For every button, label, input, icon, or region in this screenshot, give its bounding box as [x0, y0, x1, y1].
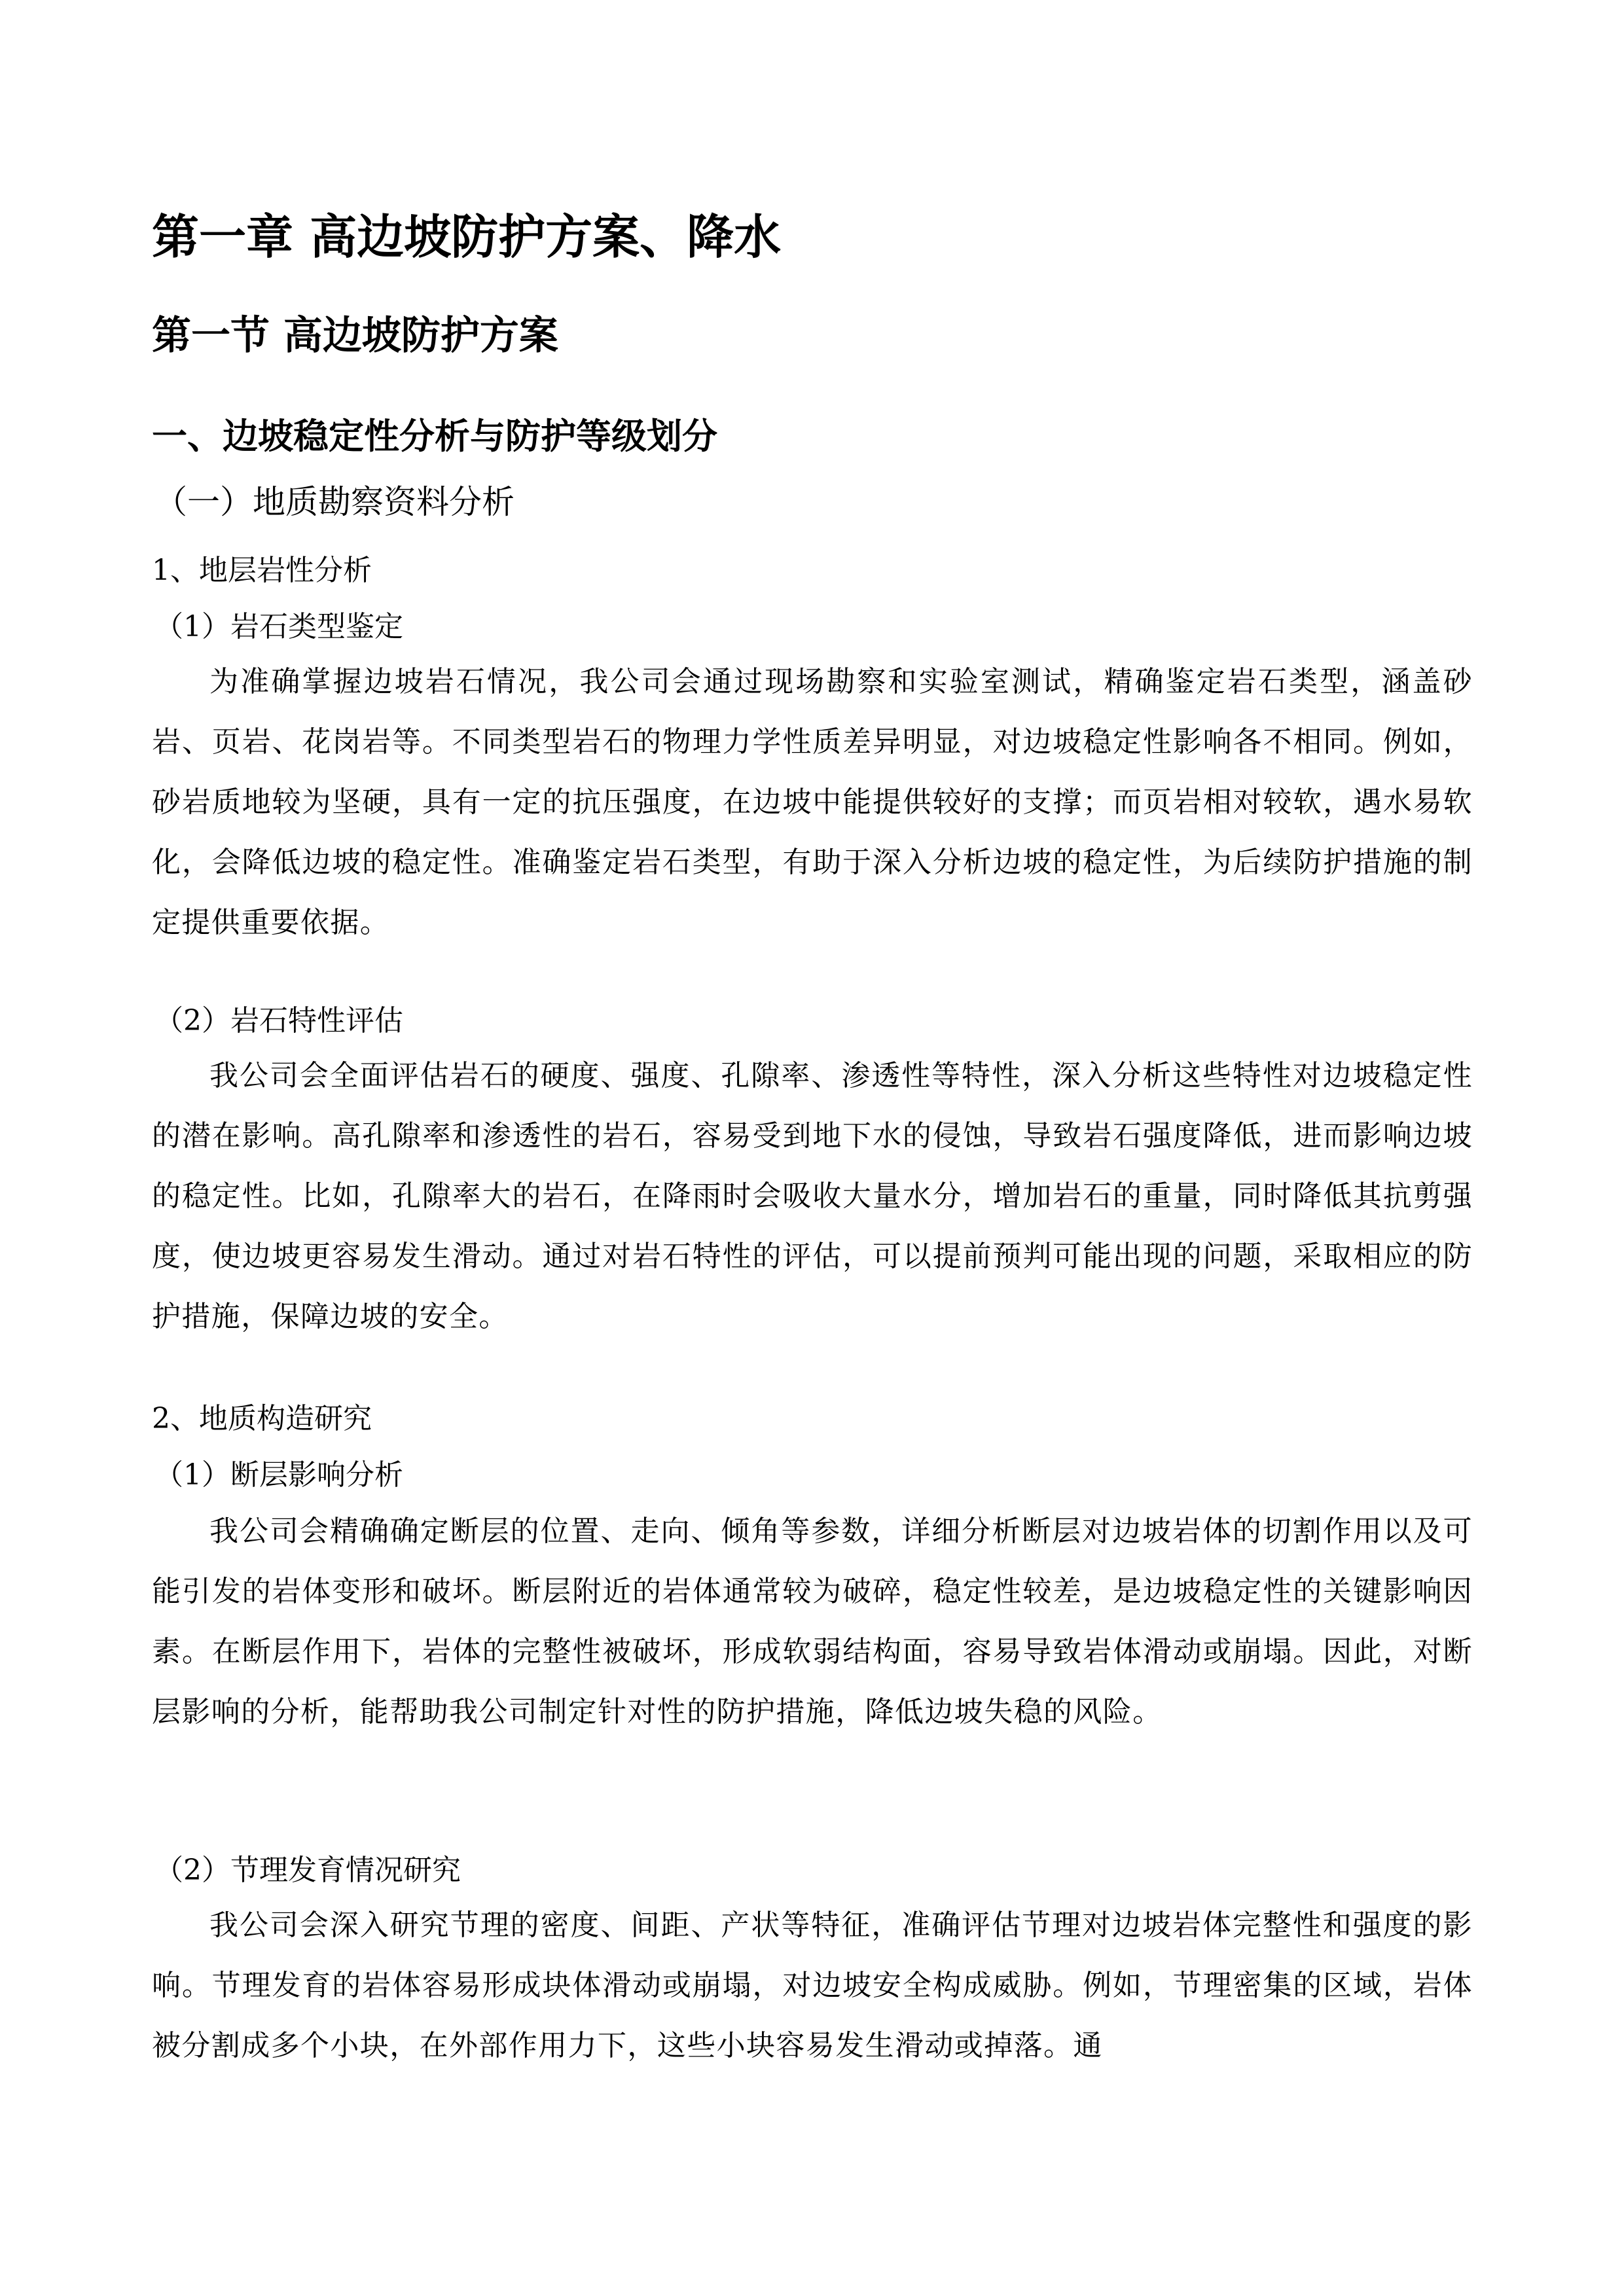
subitem-2-2-paragraph: 我公司会深入研究节理的密度、间距、产状等特征，准确评估节理对边坡岩体完整性和强度的影响。节理发育的岩体容易形成块体滑动或崩塌，对边坡安全构成威胁。例如，节理密集的区域，岩体被分割成多个小块，在外部作用力下，这些小块容易发生滑动或掉落。通 — [152, 1909, 1473, 2062]
part-title: 一、边坡稳定性分析与防护等级划分 — [152, 416, 717, 457]
section-title: 第一节 高边坡防护方案 — [152, 313, 558, 359]
item-2-title: 2、地质构造研究 — [152, 1402, 372, 1435]
subitem-1-2-title: （2）岩石特性评估 — [154, 1004, 403, 1037]
item-1-title: 1、地层岩性分析 — [152, 554, 372, 587]
subitem-1-1-paragraph: 为准确掌握边坡岩石情况，我公司会通过现场勘察和实验室测试，精确鉴定岩石类型，涵盖砂岩、页岩、花岗岩等。不同类型岩石的物理力学性质差异明显，对边坡稳定性影响各不相同。例如，砂岩质地较为坚硬，具有一定的抗压强度，在边坡中能提供较好的支撑；而页岩相对较软，遇水易软化，会降低边坡的稳定性。准确鉴定岩石类型，有助于深入分析边坡的稳定性，为后续防护措施的制定提供重要依据。 — [152, 665, 1473, 939]
chapter-title: 第一章 高边坡防护方案、降水 — [152, 209, 782, 264]
subsection-title: （一）地质勘察资料分析 — [154, 483, 514, 521]
subitem-2-2-title: （2）节理发育情况研究 — [154, 1854, 461, 1887]
subitem-1-2-paragraph: 我公司会全面评估岩石的硬度、强度、孔隙率、渗透性等特性，深入分析这些特性对边坡稳定性的潜在影响。高孔隙率和渗透性的岩石，容易受到地下水的侵蚀，导致岩石强度降低，进而影响边坡的稳定性。比如，孔隙率大的岩石，在降雨时会吸收大量水分，增加岩石的重量，同时降低其抗剪强度，使边坡更容易发生滑动。通过对岩石特性的评估，可以提前预判可能出现的问题，采取相应的防护措施，保障边坡的安全。 — [152, 1059, 1473, 1333]
subitem-2-1-title: （1）断层影响分析 — [154, 1458, 403, 1492]
subitem-1-1-title: （1）岩石类型鉴定 — [154, 610, 403, 643]
subitem-2-1-paragraph: 我公司会精确确定断层的位置、走向、倾角等参数，详细分析断层对边坡岩体的切割作用以及可能引发的岩体变形和破坏。断层附近的岩体通常较为破碎，稳定性较差，是边坡稳定性的关键影响因素。在断层作用下，岩体的完整性被破坏，形成软弱结构面，容易导致岩体滑动或崩塌。因此，对断层影响的分析，能帮助我公司制定针对性的防护措施，降低边坡失稳的风险。 — [152, 1515, 1473, 1729]
